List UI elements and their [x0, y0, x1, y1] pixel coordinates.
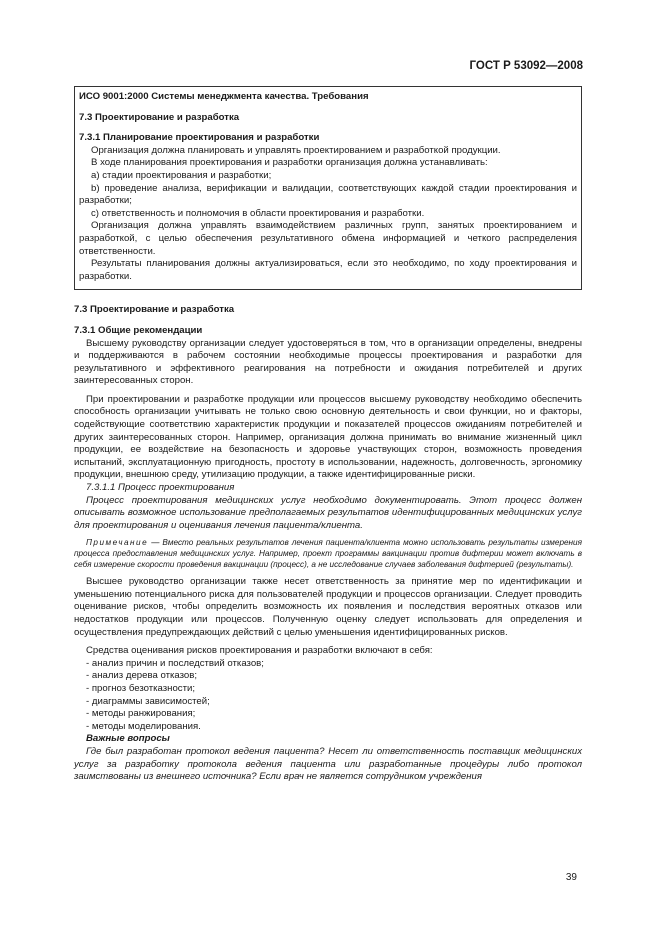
note	[74, 538, 582, 570]
box-section-heading: 7.3 Проектирование и разработка	[79, 111, 240, 123]
document-body	[74, 86, 582, 784]
box-paragraph: Организация должна управлять взаимодействием различных групп, занятых проектированием и разработкой, с целью обеспечения результативного обмена информацией и четкого распределения ответственности.	[79, 220, 577, 257]
note-lead: Примечание	[86, 538, 149, 548]
box-paragraph: b) проведение анализа, верификации и валидации, соответствующих каждой стадии проектирования и разработки;	[79, 182, 577, 207]
page-number: 39	[565, 872, 577, 883]
paragraph: Высшему руководству организации следует удостоверяться в том, что в организации определены, внедрены и поддерживаются в рабочем состоянии необходимые процессы проектирования и разработки для результативного и эффективного реагирования на потребности и ожидания потребителей и других заинтересованных сторон.	[74, 337, 582, 387]
italic-paragraph: Процесс проектирования медицинских услуг необходимо документировать. Этот процесс должен описывать возможное использование предполагаемых результатов идентифицированных медицинских услуг для проектирования и оценивания лечения пациента/клиента.	[74, 494, 582, 531]
paragraph: При проектировании и разработке продукции или процессов высшему руководству необходимо обеспечить способность организации учитывать не только свою основную деятельность и свои функции, но и факторы, содействующие соответствию характеристик продукции и показателей процессов ожиданиям потребителей и других заинтересованных сторон. Например, организация должна принимать во внимание жизненный цикл продукции, ее воздействие на безопасность и здоровье участвующих сторон, возможность проведения испытаний, эксплуатационную пригодность, простоту в использовании, надежность, долговечность, эргономику продукции, внешнюю среду, утилизацию продукции, а также идентифицированные риски.	[74, 393, 582, 481]
list-intro: Средства оценивания рисков проектирования и разработки включают в себя:	[86, 645, 433, 657]
box-paragraph: а) стадии проектирования и разработки;	[91, 169, 272, 181]
list-item: - анализ причин и последствий отказов;	[86, 657, 264, 669]
list-item: - методы моделирования.	[86, 720, 201, 732]
iso-requirements-box	[74, 86, 582, 290]
note-text: — Вместо реальных результатов лечения пациента/клиента можно использовать результаты измерения процесса предоставления медицинских услуг. Например, проект программы вакцинации против дифтерии может включать в себя измерение скорости проведения вакцинации (процесс), а не исследование случаев заболевания дифтерией (результаты).	[74, 538, 582, 569]
box-subsection-heading: 7.3.1 Планирование проектирования и разработки	[79, 132, 320, 144]
questions-heading: Важные вопросы	[86, 733, 170, 745]
box-paragraph: В ходе планирования проектирования и разработки организация должна устанавливать:	[91, 157, 488, 169]
paragraph: Высшее руководство организации также несет ответственность за принятие мер по идентификации и уменьшению потенциального риска для пользователей продукции и процессов организации. Следует проводить оценивание рисков, чтобы определить возможность их появления и последствия вероятных отказов или недостатков продукции или процессов. Полученную оценку следует использовать для определения и осуществления предупреждающих действий с целью уменьшения идентифицированных рисков.	[74, 576, 582, 638]
subsection-heading: 7.3.1 Общие рекомендации	[74, 324, 203, 336]
questions-paragraph: Где был разработан протокол ведения пациента? Несет ли ответственность поставщик медицинских услуг за разработку протокола ведения пациента или разработанные процедуры либо протокол заимствованы из внешнего источника? Если врач не является сотрудником учреждения	[74, 745, 582, 783]
list-item: - прогноз безотказности;	[86, 682, 196, 694]
box-paragraph: Организация должна планировать и управлять проектированием и разработкой продукции.	[91, 144, 501, 156]
list-item: - диаграммы зависимостей;	[86, 695, 210, 707]
box-title: ИСО 9001:2000 Системы менеджмента качества. Требования	[79, 91, 369, 102]
list-item: - методы ранжирования;	[86, 708, 196, 720]
clause-heading: 7.3.1.1 Процесс проектирования	[86, 482, 235, 494]
list-item: - анализ дерева отказов;	[86, 670, 197, 682]
standard-header: ГОСТ Р 53092—2008	[469, 60, 583, 72]
box-paragraph: с) ответственность и полномочия в области проектирования и разработки.	[91, 207, 425, 219]
box-paragraph: Результаты планирования должны актуализироваться, если это необходимо, по ходу проектирования и разработки.	[79, 258, 577, 282]
section-heading: 7.3 Проектирование и разработка	[74, 304, 235, 316]
